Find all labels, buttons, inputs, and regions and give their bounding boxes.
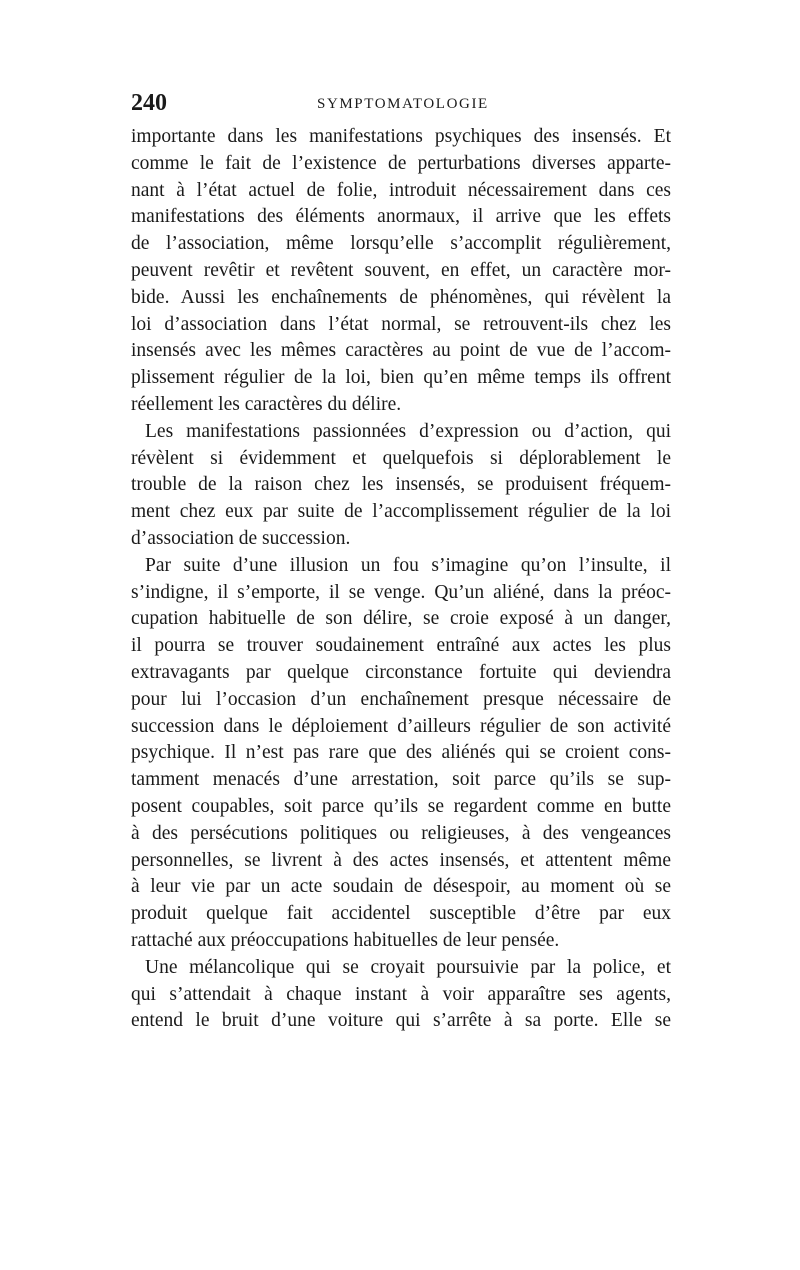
- text-line: de l’association, même lorsqu’elle s’accomplit régulièrement,: [131, 233, 671, 255]
- paragraph-start-line: Les manifestations passionnées d’expression ou d’action, qui: [145, 420, 671, 442]
- running-title: SYMPTOMATOLOGIE: [317, 96, 489, 112]
- text-line: personnelles, se livrent à des actes insensés, et attentent même: [131, 849, 671, 871]
- text-line: ment chez eux par suite de l’accomplissement régulier de la loi: [131, 501, 671, 523]
- text-line: entend le bruit d’une voiture qui s’arrête à sa porte. Elle se: [131, 1010, 671, 1032]
- page-number: 240: [131, 90, 167, 116]
- text-line: psychique. Il n’est pas rare que des aliénés qui se croient cons-: [131, 742, 671, 764]
- text-line: tamment menacés d’une arrestation, soit parce qu’ils se sup-: [131, 769, 671, 791]
- text-line: extravagants par quelque circonstance fortuite qui deviendra: [131, 661, 671, 683]
- text-line: qui s’attendait à chaque instant à voir apparaître ses agents,: [131, 983, 671, 1005]
- text-line: à des persécutions politiques ou religieuses, à des vengeances: [131, 822, 671, 844]
- text-line: succession dans le déploiement d’ailleurs régulier de son activité: [131, 715, 671, 737]
- text-line: s’indigne, il s’emporte, il se venge. Qu’un aliéné, dans la préoc-: [131, 581, 671, 603]
- text-line: bide. Aussi les enchaînements de phénomènes, qui révèlent la: [131, 286, 671, 308]
- body-text: [131, 124, 671, 1035]
- text-line: trouble de la raison chez les insensés, se produisent fréquem-: [131, 474, 671, 496]
- text-line: d’association de succession.: [131, 527, 351, 549]
- text-line: manifestations des éléments anormaux, il arrive que les effets: [131, 206, 671, 228]
- text-line: loi d’association dans l’état normal, se retrouvent-ils chez les: [131, 313, 671, 335]
- text-line: comme le fait de l’existence de perturbations diverses apparte-: [131, 152, 671, 174]
- text-line: posent coupables, soit parce qu’ils se regardent comme en butte: [131, 795, 671, 817]
- text-line: produit quelque fait accidentel susceptible d’être par eux: [131, 903, 671, 925]
- text-line: pour lui l’occasion d’un enchaînement presque nécessaire de: [131, 688, 671, 710]
- text-line: il pourra se trouver soudainement entraîné aux actes les plus: [131, 635, 671, 657]
- text-line: rattaché aux préoccupations habituelles de leur pensée.: [131, 929, 560, 951]
- text-line: réellement les caractères du délire.: [131, 393, 402, 415]
- page-header: [131, 88, 671, 118]
- text-line: insensés avec les mêmes caractères au point de vue de l’accom-: [131, 340, 671, 362]
- paragraph-start-line: Par suite d’une illusion un fou s’imagine qu’on l’insulte, il: [145, 554, 671, 576]
- text-line: nant à l’état actuel de folie, introduit nécessairement dans ces: [131, 179, 671, 201]
- paragraph-start-line: Une mélancolique qui se croyait poursuivie par la police, et: [145, 956, 671, 978]
- text-line: plissement régulier de la loi, bien qu’en même temps ils offrent: [131, 367, 671, 389]
- text-line: révèlent si évidemment et quelquefois si déplorablement le: [131, 447, 671, 469]
- text-line: à leur vie par un acte soudain de désespoir, au moment où se: [131, 876, 671, 898]
- text-line: importante dans les manifestations psychiques des insensés. Et: [131, 126, 671, 147]
- text-line: peuvent revêtir et revêtent souvent, en effet, un caractère mor-: [131, 259, 671, 281]
- text-line: cupation habituelle de son délire, se croie exposé à un danger,: [131, 608, 671, 630]
